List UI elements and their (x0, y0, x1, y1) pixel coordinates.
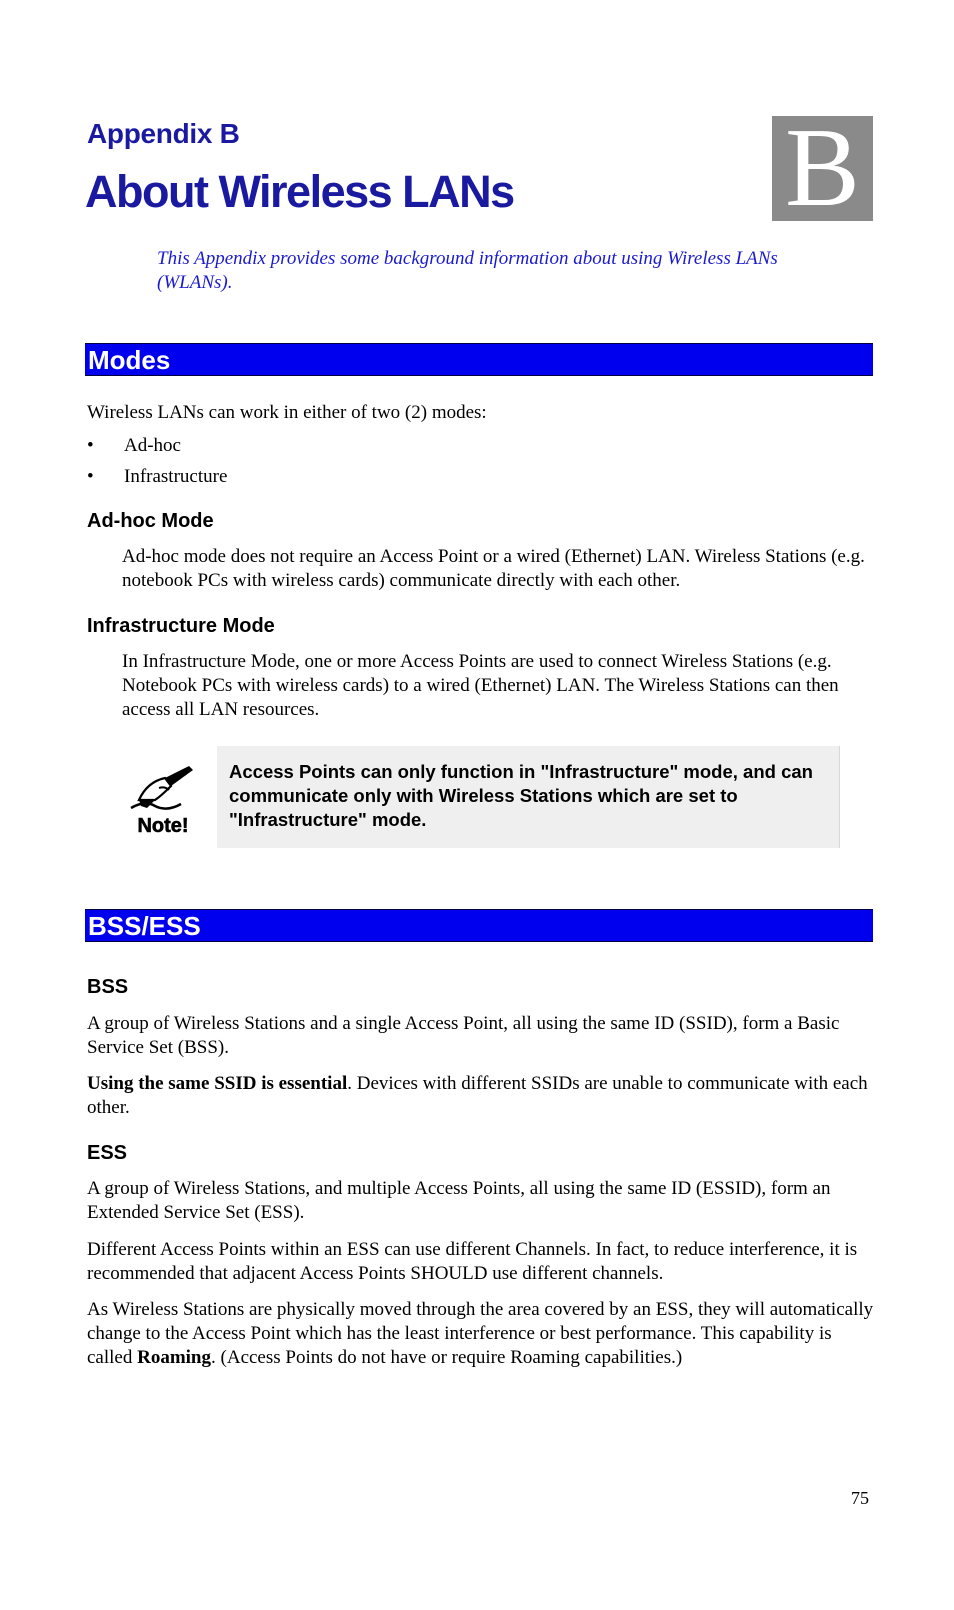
section-heading-modes: Modes (85, 343, 873, 376)
note-icon-label: Note! (137, 815, 189, 836)
list-item-label: Infrastructure (124, 466, 228, 487)
page-number: 75 (851, 1488, 869, 1508)
list-item-label: Ad-hoc (124, 435, 181, 456)
channels-paragraph: Different Access Points within an ESS can use different Channels. In fact, to reduce interference, it is recommended that adjacent Access Points SHOULD use different channels. (87, 1239, 858, 1284)
appendix-letter-block: B (772, 116, 873, 221)
page-title: About Wireless LANs (85, 166, 514, 217)
bss-paragraph: A group of Wireless Stations and a single Access Point, all using the same ID (SSID), form a Basic Service Set (BSS). (87, 1013, 840, 1058)
modes-lead-paragraph: Wireless LANs can work in either of two (2) modes: (87, 402, 487, 423)
ess-paragraph: A group of Wireless Stations, and multiple Access Points, all using the same ID (ESSID), form an Extended Service Set (ESS). (87, 1178, 831, 1223)
subheading-ess: ESS (87, 1142, 128, 1164)
section-heading-bss-ess: BSS/ESS (85, 909, 873, 942)
subheading-bss: BSS (87, 976, 129, 998)
bullet-icon: • (87, 466, 94, 487)
roaming-text-end: . (Access Points do not have or require Roaming capabilities.) (211, 1347, 683, 1368)
adhoc-paragraph: Ad-hoc mode does not require an Access Point or a wired (Ethernet) LAN. Wireless Stations (e.g. notebook PCs with wireless cards) communicate directly with each other. (122, 546, 865, 591)
ssid-paragraph (87, 1072, 877, 1120)
ssid-text: . Devices with different SSIDs are unable to communicate with each other. (87, 1073, 868, 1118)
ssid-emphasis: Using the same SSID is essential (87, 1073, 348, 1094)
roaming-text-start: As Wireless Stations are physically moved through the area covered by an ESS, they will automatically change to the Access Point which has the least interference or best performance. This capability is called (87, 1299, 874, 1368)
intro-paragraph: This Appendix provides some background information about using Wireless LANs (WLANs). (157, 248, 778, 293)
infrastructure-paragraph: In Infrastructure Mode, one or more Access Points are used to connect Wireless Stations (e.g. Notebook PCs with wireless cards) to a wired (Ethernet) LAN. The Wireless Stations can then access all LAN resources. (122, 651, 839, 720)
subheading-infrastructure-mode: Infrastructure Mode (87, 615, 275, 637)
roaming-emphasis: Roaming (137, 1347, 212, 1368)
note-pen-icon (125, 760, 201, 836)
appendix-label: Appendix B (87, 118, 240, 149)
roaming-paragraph (87, 1298, 877, 1370)
bullet-icon: • (87, 435, 94, 456)
subheading-adhoc-mode: Ad-hoc Mode (87, 510, 214, 532)
note-callout: Access Points can only function in "Infrastructure" mode, and can communicate only with Wireless Stations which are set to "Infrastructure" mode. (217, 746, 840, 848)
